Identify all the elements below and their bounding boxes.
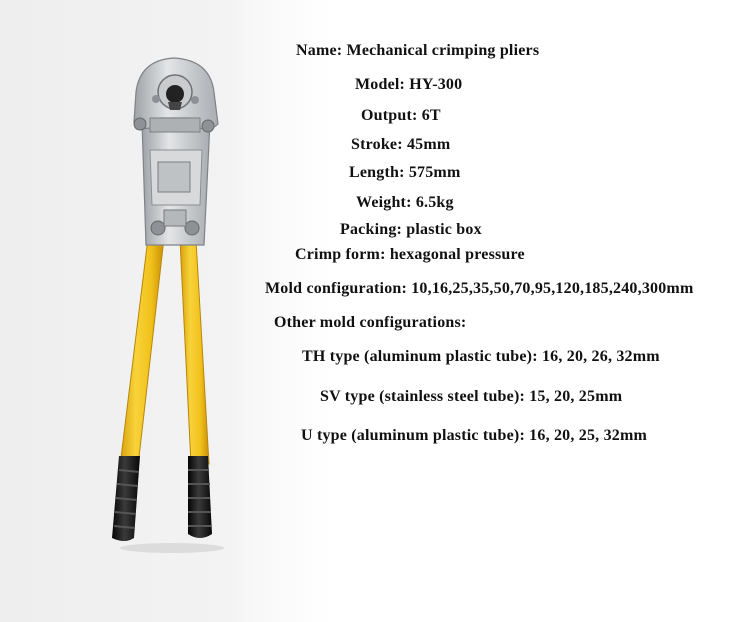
spec-mold-configuration: Mold configuration: 10,16,25,35,50,70,95,120,185,240,300mm xyxy=(265,280,694,297)
spec-stroke: Stroke: 45mm xyxy=(351,136,451,153)
spec-th-type: TH type (aluminum plastic tube): 16, 20, 26, 32mm xyxy=(302,348,660,365)
left-grip xyxy=(112,456,140,541)
spec-crimp-form: Crimp form: hexagonal pressure xyxy=(295,246,525,263)
spec-output: Output: 6T xyxy=(361,107,441,124)
pliers-head xyxy=(134,58,218,245)
spec-model: Model: HY-300 xyxy=(355,76,463,93)
right-grip xyxy=(188,456,212,538)
spec-sv-type: SV type (stainless steel tube): 15, 20, 25mm xyxy=(320,388,623,405)
spec-weight: Weight: 6.5kg xyxy=(356,194,454,211)
spec-length: Length: 575mm xyxy=(349,164,461,181)
right-handle xyxy=(180,240,209,464)
spec-name: Name: Mechanical crimping pliers xyxy=(296,42,540,59)
left-handle xyxy=(120,238,164,466)
spec-packing: Packing: plastic box xyxy=(340,221,482,238)
spec-u-type: U type (aluminum plastic tube): 16, 20, 25, 32mm xyxy=(301,427,648,444)
spec-other-mold-heading: Other mold configurations: xyxy=(274,314,467,331)
